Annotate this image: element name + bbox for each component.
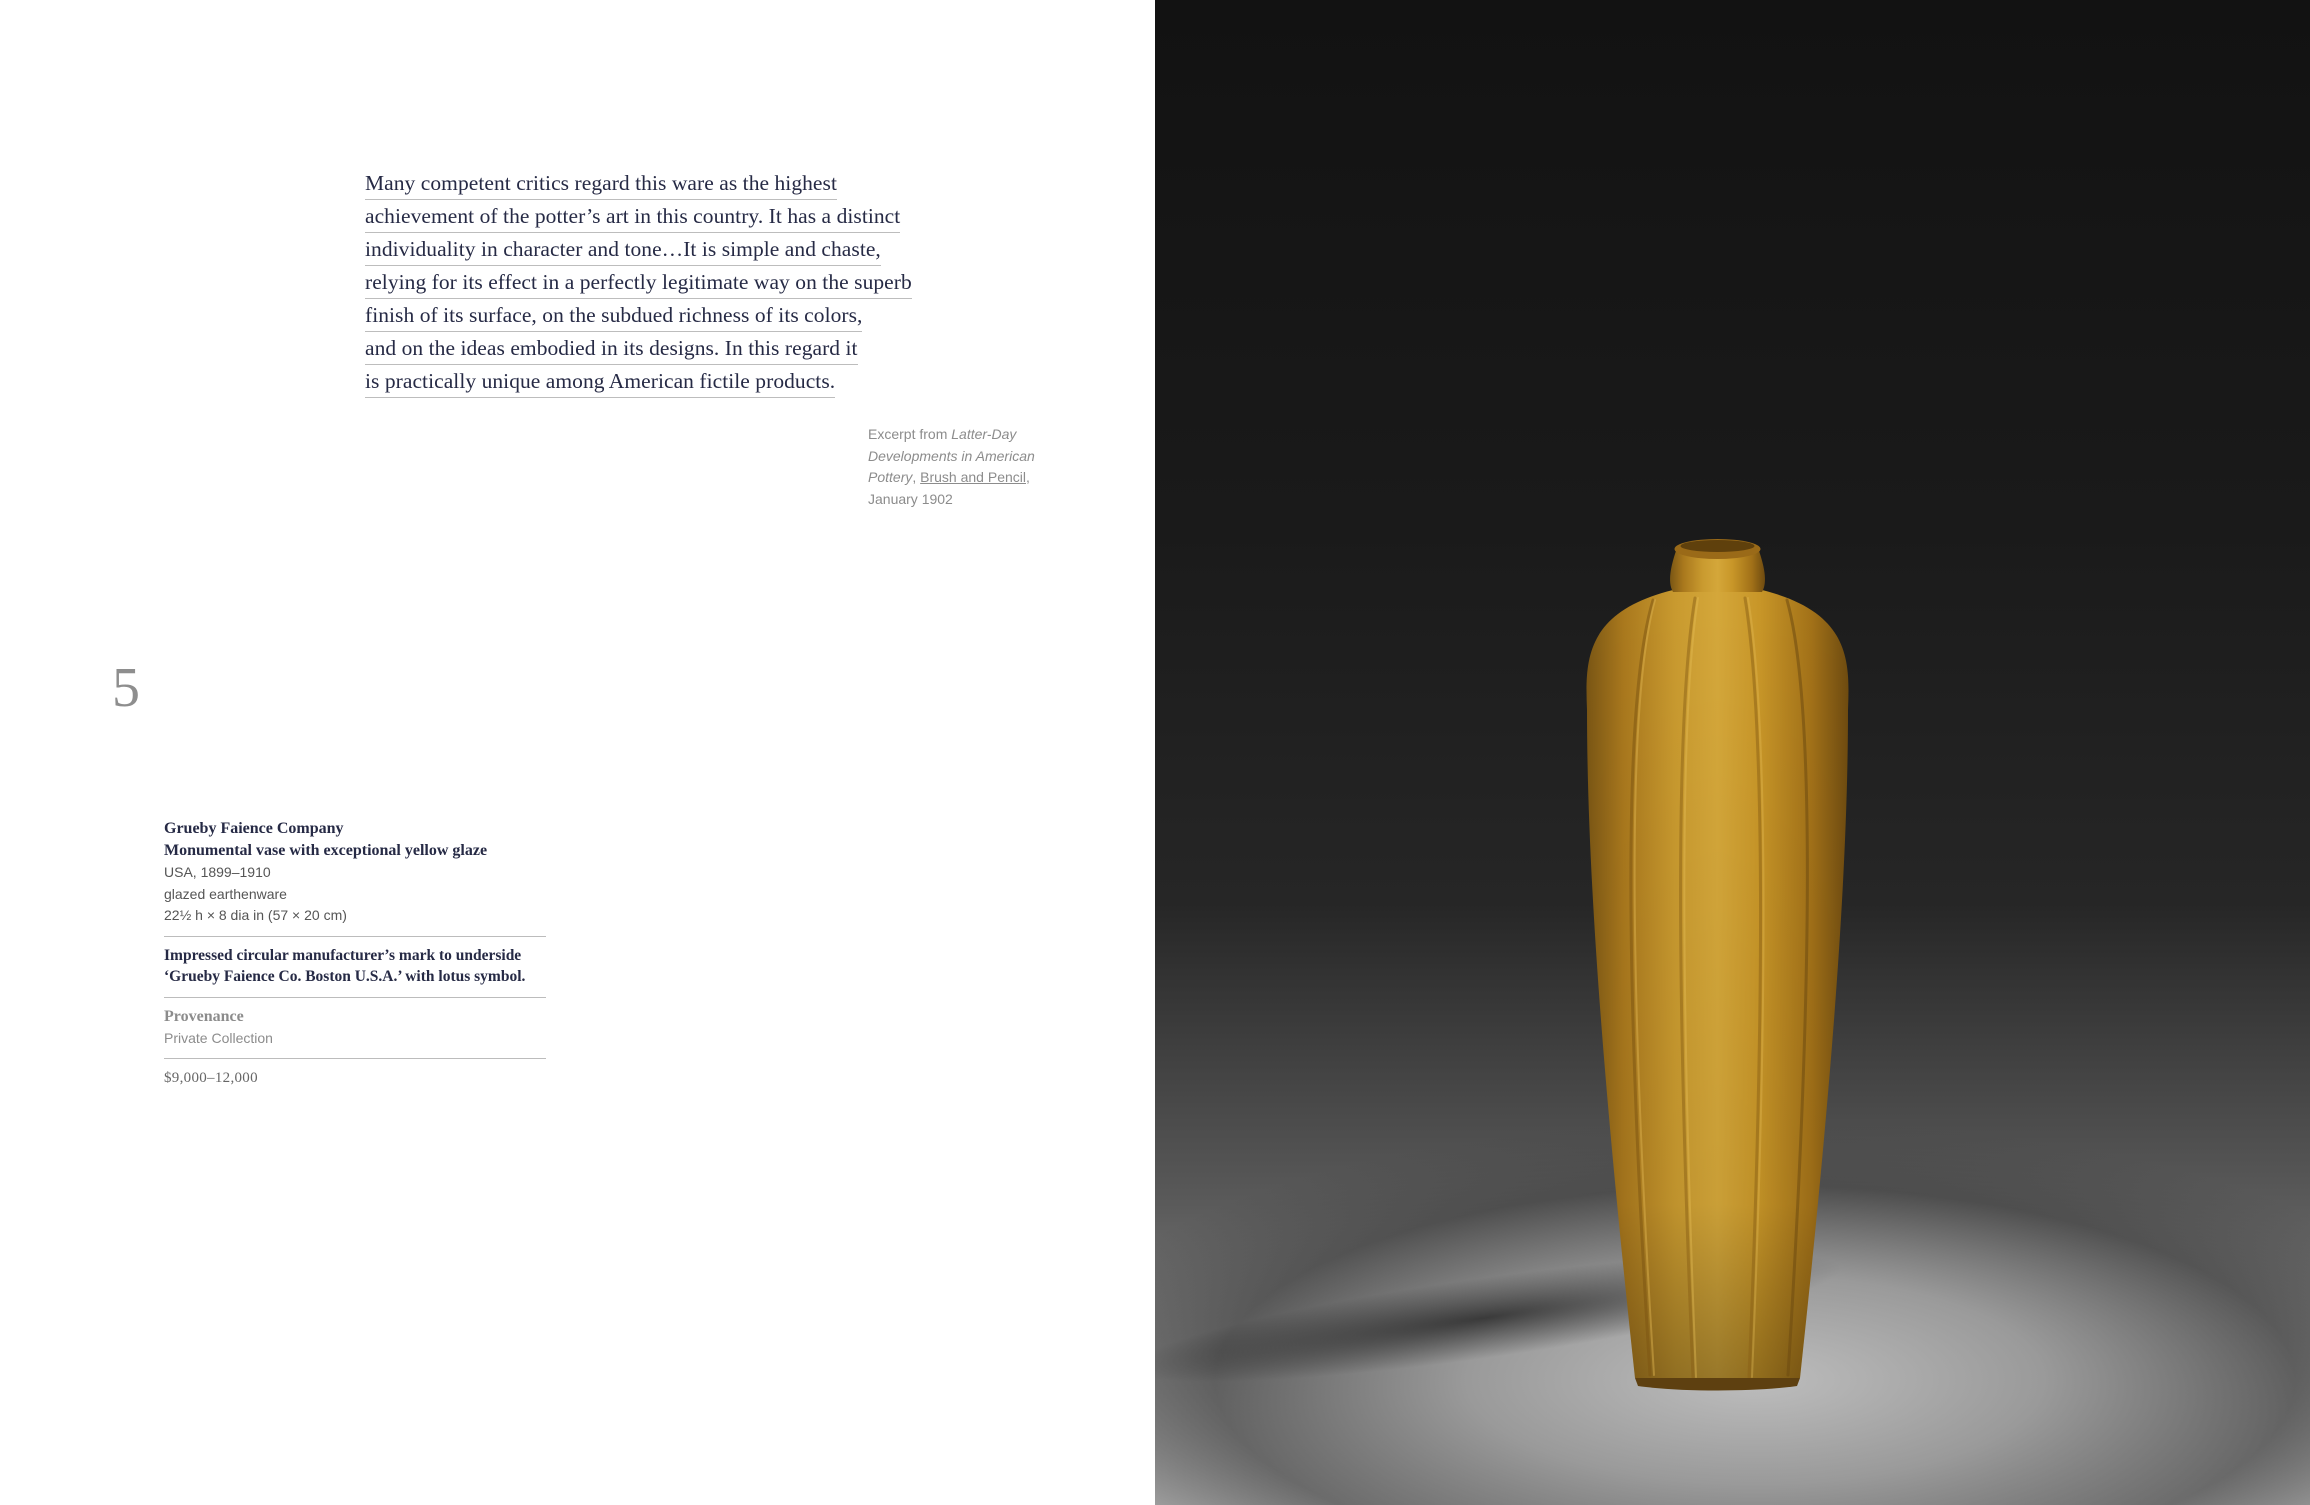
divider xyxy=(164,936,546,937)
vase-photograph xyxy=(1155,0,2310,1505)
lot-marks-line: Impressed circular manufacturer’s mark to underside xyxy=(164,946,522,964)
citation-prefix: Excerpt from xyxy=(868,426,952,442)
quote-line: Many competent critics regard this ware as the highest xyxy=(365,168,837,200)
citation-publication: Brush and Pencil xyxy=(920,469,1026,485)
vase-foot xyxy=(1635,1378,1800,1391)
pull-quote xyxy=(365,168,985,399)
lot-material: glazed earthenware xyxy=(164,885,287,902)
quote-line: finish of its surface, on the subdued richness of its colors, xyxy=(365,300,862,332)
lot-origin-date: USA, 1899–1910 xyxy=(164,864,271,880)
divider xyxy=(164,997,546,998)
citation-separator: , xyxy=(912,469,921,485)
lot-marks-line: ‘Grueby Faience Co. Boston U.S.A.’ with lotus symbol. xyxy=(164,968,526,985)
lot-title: Monumental vase with exceptional yellow glaze xyxy=(164,842,488,859)
citation-work-title: Latter-Day Developments in American Pottery xyxy=(868,426,1035,485)
quote-line: is practically unique among American fictile products. xyxy=(365,366,835,398)
lot-estimate: $9,000–12,000 xyxy=(164,1069,258,1086)
lot-maker: Grueby Faience Company xyxy=(164,820,344,837)
vase-illustration xyxy=(1155,0,2310,1505)
lot-dimensions: 22½ h × 8 dia in (57 × 20 cm) xyxy=(164,907,347,923)
quote-line: relying for its effect in a perfectly legitimate way on the superb xyxy=(365,267,912,299)
provenance-label: Provenance xyxy=(164,1007,244,1025)
quote-citation xyxy=(868,424,1068,510)
provenance-value: Private Collection xyxy=(164,1029,273,1046)
quote-line: individuality in character and tone…It is simple and chaste, xyxy=(365,234,881,266)
citation-suffix: , xyxy=(1025,469,1030,485)
quote-line: achievement of the potter’s art in this country. It has a distinct xyxy=(365,201,900,233)
lot-details xyxy=(164,818,546,1089)
quote-line: and on the ideas embodied in its designs. In this regard it xyxy=(365,333,858,365)
divider xyxy=(164,1058,546,1059)
lot-number: 5 xyxy=(112,657,140,719)
citation-date: January 1902 xyxy=(868,490,953,507)
